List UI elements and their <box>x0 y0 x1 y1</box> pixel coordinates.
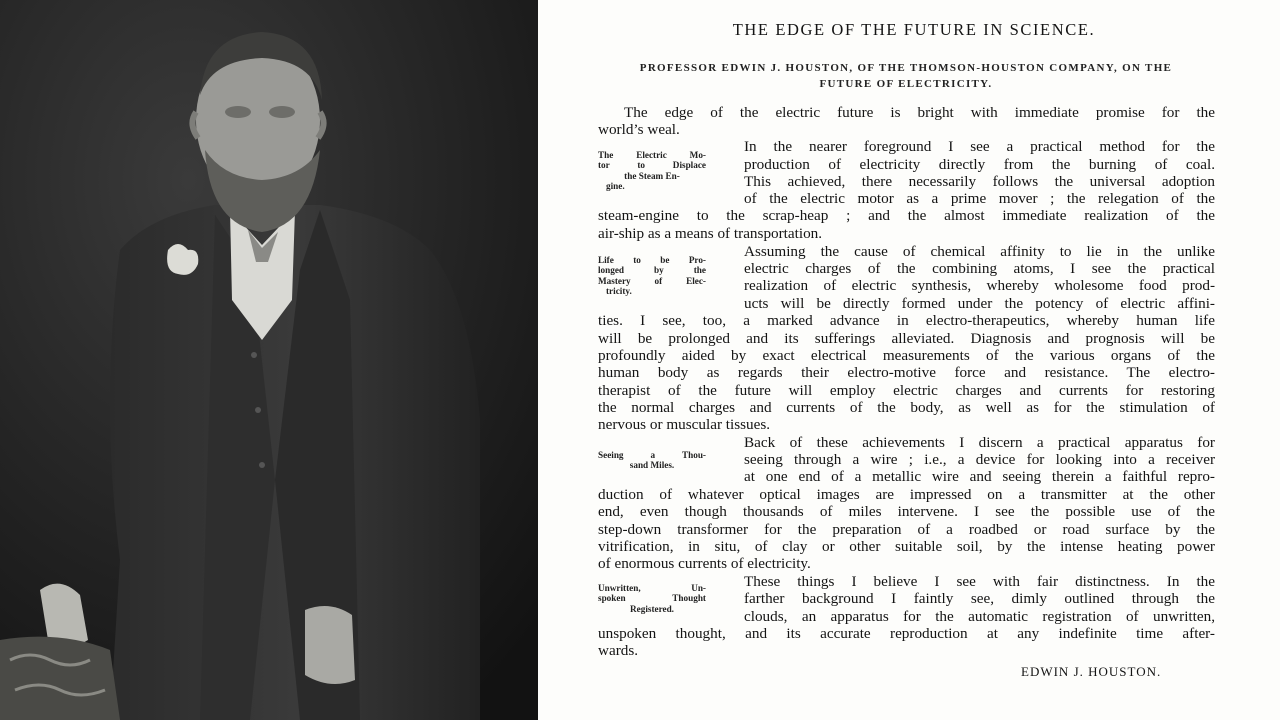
text-line: farther background I faintly see, dimly outlined through the <box>744 590 1215 607</box>
subtitle-line: FUTURE OF ELECTRICITY. <box>819 78 993 90</box>
text-line: production of electricity directly from the burning of coal. <box>744 156 1215 173</box>
margin-note-line: spoken Thought <box>598 593 706 604</box>
text-line: ties. I see, too, a marked advance in electro-therapeutics, whereby human life <box>598 312 1215 329</box>
margin-note-line: Registered. <box>630 603 674 614</box>
text-line: therapist of the future will employ electric charges and currents for restoring <box>598 382 1215 399</box>
text-line: at one end of a metallic wire and seeing therein a faithful repro- <box>744 468 1215 485</box>
margin-note-line: Life to be Pro- <box>598 255 706 265</box>
margin-note-line: The Electric Mo- <box>598 150 706 160</box>
text-line: air-ship as a means of transportation. <box>598 225 823 242</box>
margin-note-line: sand Miles. <box>629 460 675 471</box>
text-line: Assuming the cause of chemical affinity to lie in the unlike <box>744 243 1215 260</box>
margin-note-life-prolonged <box>598 255 706 297</box>
margin-note-line: gine. <box>606 181 625 192</box>
text-line: electric charges of the combining atoms, I see the practical <box>744 260 1215 277</box>
text-line: Back of these achievements I discern a practical apparatus for <box>744 434 1215 451</box>
article-subtitle <box>596 60 1216 92</box>
margin-note-line: longed by the <box>598 265 706 276</box>
text-line: In the nearer foreground I see a practical method for the <box>744 138 1215 155</box>
text-line: ucts will be directly formed under the potency of electric affini- <box>744 295 1215 312</box>
margin-note-line: the Steam En- <box>624 170 680 181</box>
margin-note-line: Seeing a Thou- <box>598 450 706 460</box>
text-line: the normal charges and currents of the body, as well as for the stimulation of <box>598 399 1215 416</box>
text-line: of the electric motor as a prime mover ; the relegation of the <box>744 190 1215 207</box>
author-signature: EDWIN J. HOUSTON. <box>1021 664 1162 679</box>
margin-note-unspoken-thought <box>598 583 706 614</box>
article-title: THE EDGE OF THE FUTURE IN SCIENCE. <box>732 20 1096 39</box>
text-line: step-down transformer for the preparation of a roadbed or road surface by the <box>598 521 1215 538</box>
margin-note-line: tor to Displace <box>598 160 706 171</box>
portrait-illustration <box>0 0 538 720</box>
text-line: duction of whatever optical images are impressed on a transmitter at the other <box>598 486 1215 503</box>
margin-note-line: tricity. <box>606 286 632 297</box>
text-line: human body as regards their electro-motive force and resistance. The electro- <box>598 364 1215 381</box>
margin-note-line: Unwritten, Un- <box>598 583 706 593</box>
text-line: seeing through a wire ; i.e., a device for looking into a receiver <box>744 451 1215 468</box>
text-line: wards. <box>598 642 639 659</box>
text-line: profoundly aided by exact electrical measurements of the various organs of the <box>598 347 1215 364</box>
text-line: The edge of the electric future is bright with immediate promise for the <box>624 104 1215 121</box>
text-line: clouds, an apparatus for the automatic registration of unwritten, <box>744 608 1215 625</box>
margin-note-line: Mastery of Elec- <box>598 275 706 286</box>
text-line: This achieved, there necessarily follows the universal adoption <box>744 173 1215 190</box>
text-line: unspoken thought, and its accurate reproduction at any indefinite time after- <box>598 625 1215 642</box>
text-line: world’s weal. <box>598 121 680 138</box>
text-line: realization of electric synthesis, whereby wholesome food prod- <box>744 277 1215 294</box>
text-line: end, even though thousands of miles intervene. I see the possible use of the <box>598 503 1215 520</box>
text-line: vitrification, in situ, of clay or other suitable soil, by the intense heating power <box>598 538 1215 555</box>
margin-note-seeing-miles <box>598 450 706 471</box>
portrait-photo <box>0 0 538 720</box>
text-line: nervous or muscular tissues. <box>598 416 771 433</box>
text-line: These things I believe I see with fair distinctness. In the <box>744 573 1215 590</box>
subtitle-line: PROFESSOR EDWIN J. HOUSTON, OF THE THOMSON-HOUSTON COMPANY, ON THE <box>639 62 1173 74</box>
margin-note-electric-motor <box>598 150 706 192</box>
article-page <box>538 0 1280 720</box>
text-line: of enormous currents of electricity. <box>598 555 811 572</box>
text-line: steam-engine to the scrap-heap ; and the almost immediate realization of the <box>598 207 1215 224</box>
text-line: will be prolonged and its sufferings alleviated. Diagnosis and prognosis will be <box>598 330 1215 347</box>
